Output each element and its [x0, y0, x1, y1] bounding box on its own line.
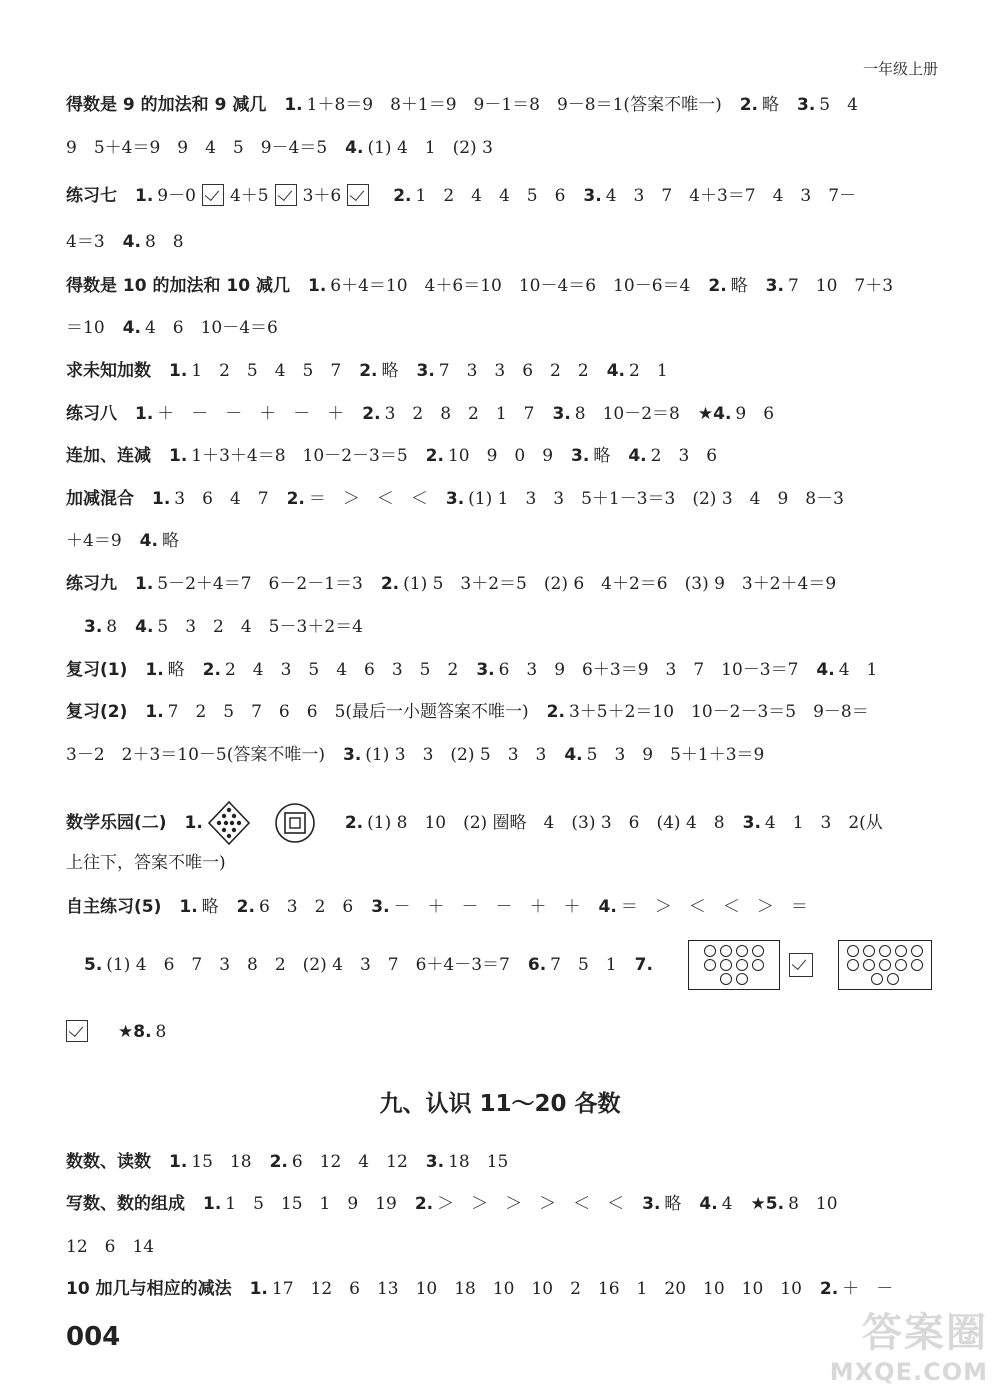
answer-line — [66, 853, 938, 873]
answer-text: 略 — [201, 897, 219, 917]
answer-text: 4 3 7 4＋3＝7 4 3 7－ — [605, 186, 857, 206]
expression: 3＋6 — [302, 186, 342, 206]
answer-line — [66, 184, 938, 206]
question-number: 4. — [606, 361, 625, 381]
question-number: 2. — [344, 813, 364, 833]
question-number: 2. — [393, 186, 412, 206]
circle-dot — [879, 959, 891, 971]
circle-dot — [736, 959, 748, 971]
checkmark-box-icon — [202, 184, 224, 206]
circle-dot — [704, 945, 716, 957]
answer-line — [66, 897, 938, 917]
answer-text: 3＋5＋2＝10 10－2－3＝5 9－8＝ — [568, 702, 869, 722]
answer-text: 8 10 — [788, 1194, 838, 1214]
answer-line — [66, 800, 938, 851]
question-number: 2. — [359, 361, 378, 381]
section-label: 求未知加数 — [66, 361, 151, 381]
answer-line — [66, 232, 938, 252]
figure-diamond-and-squares — [207, 800, 327, 851]
question-number: ★4. — [697, 404, 732, 424]
question-number: 1. — [184, 813, 203, 833]
circle-dot — [895, 945, 907, 957]
question-number: 1. — [179, 897, 198, 917]
answer-text: 略 — [161, 531, 179, 551]
page-number: 004 — [66, 1322, 121, 1352]
question-number: 1. — [135, 404, 154, 424]
answer-text: 略 — [381, 361, 399, 381]
answer-text: (1) 1 3 3 5＋1－3＝3 (2) 3 4 9 8－3 — [468, 489, 844, 509]
answer-text: (1) 5 3＋2＝5 (2) 6 4＋2＝6 (3) 9 3＋2＋4＝9 — [403, 574, 837, 594]
line-continuation: 4＝3 — [66, 232, 105, 252]
question-number: 4. — [345, 138, 364, 158]
section-label: 连加、连减 — [66, 446, 151, 466]
answer-text: ＝ ＞ ＜ ＜ ＞ ＝ — [620, 897, 808, 917]
answer-text: 9 6 — [735, 404, 775, 424]
circle-dot — [720, 945, 732, 957]
question-number: 2. — [269, 1152, 288, 1172]
section-label: 练习八 — [66, 404, 117, 424]
answer-line — [66, 95, 938, 115]
question-number: 3. — [371, 897, 390, 917]
line-continuation: 12 6 14 — [66, 1237, 155, 1257]
answer-text: 略 — [730, 276, 748, 296]
answer-line — [66, 617, 938, 637]
section-label: 自主练习(5) — [66, 897, 162, 917]
section-label: 写数、数的组成 — [66, 1194, 185, 1214]
section-label: 10 加几与相应的减法 — [66, 1279, 232, 1299]
answer-text: 略 — [664, 1194, 682, 1214]
line-continuation: 3－2 2＋3＝10－5(答案不唯一) — [66, 745, 325, 765]
question-number: 1. — [203, 1194, 222, 1214]
circle-dot — [736, 973, 748, 985]
question-number: 3. — [476, 660, 495, 680]
question-number: 1. — [145, 660, 164, 680]
answer-text: 6 3 2 6 — [258, 897, 354, 917]
question-number: 3. — [416, 361, 435, 381]
circle-dot — [863, 945, 875, 957]
question-number: 4. — [598, 897, 617, 917]
answer-text: 6 3 9 6＋3＝9 3 7 10－3＝7 — [498, 660, 799, 680]
answer-line — [66, 531, 938, 551]
answer-text: 15 18 — [191, 1152, 252, 1172]
section-label: 练习九 — [66, 574, 117, 594]
answer-text: ＝ ＞ ＜ ＜ — [308, 489, 428, 509]
answer-text: － ＋ － － ＋ ＋ — [393, 897, 581, 917]
question-number: 1. — [145, 702, 164, 722]
answer-text: 7 2 5 7 6 6 5(最后一小题答案不唯一) — [167, 702, 529, 722]
answer-text: 4 — [721, 1194, 733, 1214]
question-number: 2. — [380, 574, 400, 594]
circle-dot — [863, 959, 875, 971]
question-number: 2. — [546, 702, 565, 722]
question-number: 3. — [342, 745, 362, 765]
circle-dot — [704, 959, 716, 971]
answer-text: ＞ ＞ ＞ ＞ ＜ ＜ — [437, 1194, 625, 1214]
line-continuation: 9 5＋4＝9 9 4 5 9－4＝5 — [66, 138, 328, 158]
answer-line — [66, 138, 938, 158]
line-continuation: ＋4＝9 — [66, 531, 122, 551]
circle-dot — [736, 945, 748, 957]
answer-text: 2 4 3 5 4 6 3 5 2 — [224, 660, 459, 680]
circle-dot — [871, 973, 883, 985]
question-number: 5. — [84, 955, 103, 975]
answer-text: (1) 3 3 (2) 5 3 3 — [365, 745, 547, 765]
answer-line — [66, 574, 938, 594]
answer-text: 18 15 — [448, 1152, 509, 1172]
question-number: 2. — [819, 1279, 839, 1299]
answer-line — [66, 1279, 938, 1299]
answer-text: ＋ － — [842, 1279, 894, 1299]
answer-text: 5 3 9 5＋1＋3＝9 — [586, 745, 765, 765]
circle-dot — [895, 959, 907, 971]
answer-text: 1＋8＝9 8＋1＝9 9－1＝8 9－8＝1(答案不唯一) — [306, 95, 722, 115]
section-label: 复习(2) — [66, 702, 128, 722]
answer-line — [66, 361, 938, 381]
answer-text: 2 3 6 — [650, 446, 718, 466]
circle-dot — [911, 945, 923, 957]
watermark-url: MXQE.COM — [829, 1358, 988, 1386]
expression: 9－0 — [157, 186, 196, 206]
answer-line — [66, 745, 938, 765]
question-number: 2. — [236, 897, 255, 917]
answer-text: 8 — [106, 617, 118, 637]
answer-text: 4 1 3 2(从 — [764, 813, 883, 833]
line-continuation: 上往下，答案不唯一) — [66, 853, 226, 873]
circle-dot — [847, 945, 859, 957]
question-number: 1. — [135, 186, 154, 206]
section-label: 数数、读数 — [66, 1152, 151, 1172]
section-label: 得数是 9 的加法和 9 减几 — [66, 95, 267, 115]
question-number: 4. — [628, 446, 647, 466]
question-number: 1. — [135, 574, 154, 594]
question-number: 7. — [634, 955, 653, 975]
section-label: 练习七 — [66, 186, 117, 206]
circle-dot — [752, 945, 764, 957]
answer-text: 略 — [593, 446, 611, 466]
circle-dot — [847, 959, 859, 971]
circle-dot — [720, 973, 732, 985]
answer-text: 8 — [155, 1022, 167, 1042]
question-number: 2. — [708, 276, 727, 296]
watermark — [830, 1301, 988, 1386]
question-number: 4. — [122, 318, 141, 338]
question-number: ★8. — [118, 1022, 152, 1042]
question-number: 2. — [425, 446, 444, 466]
question-number: 3. — [797, 95, 816, 115]
question-number: 2. — [362, 404, 381, 424]
answer-text: 1 2 5 4 5 7 — [191, 361, 342, 381]
answer-text: 2 1 — [629, 361, 668, 381]
answer-text: 17 12 6 13 10 18 10 10 2 16 1 20 10 10 10 — [271, 1279, 802, 1299]
answer-text: ＋ － － ＋ － ＋ — [157, 404, 345, 424]
answer-text: 3 2 8 2 1 7 — [384, 404, 535, 424]
circle-dot — [720, 959, 732, 971]
answer-text: 3 6 4 7 — [174, 489, 269, 509]
answer-text: 6＋4＝10 4＋6＝10 10－4＝6 10－6＝4 — [330, 276, 691, 296]
answer-text: 5 4 — [819, 95, 858, 115]
answer-text: 1＋3＋4＝8 10－2－3＝5 — [191, 446, 408, 466]
answer-text: 4 1 — [838, 660, 878, 680]
answer-text: 6 12 4 12 — [291, 1152, 408, 1172]
dot-box — [838, 940, 932, 990]
answer-line — [66, 404, 938, 424]
question-number: 2. — [414, 1194, 434, 1214]
section-title: 九、认识 11～20 各数 — [379, 1091, 621, 1117]
section-label: 复习(1) — [66, 660, 128, 680]
question-number: 3. — [425, 1152, 445, 1172]
question-number: 4. — [122, 232, 141, 252]
answer-line — [66, 1194, 938, 1214]
answer-line — [66, 489, 938, 509]
question-number: 2. — [739, 95, 758, 115]
question-number: 4. — [139, 531, 158, 551]
checkmark-box-icon — [789, 953, 813, 977]
question-number: 3. — [742, 813, 761, 833]
answer-text: 8 8 — [144, 232, 184, 252]
question-number: 3. — [583, 186, 602, 206]
question-number: ★5. — [750, 1194, 785, 1214]
running-header: 一年级上册 — [862, 60, 938, 78]
question-number: 4. — [564, 745, 583, 765]
question-number: 6. — [527, 955, 547, 975]
answer-text: (1) 4 1 (2) 3 — [367, 138, 493, 158]
question-number: 1. — [308, 276, 327, 296]
line-continuation: ＝10 — [66, 318, 105, 338]
question-number: 3. — [552, 404, 571, 424]
circle-dot — [887, 973, 899, 985]
checkmark-box-icon — [347, 184, 369, 206]
answer-text: 8 10－2＝8 — [574, 404, 680, 424]
answer-line — [66, 660, 938, 680]
question-number: 1. — [284, 95, 303, 115]
question-number: 2. — [286, 489, 305, 509]
question-number: 3. — [642, 1194, 661, 1214]
question-number: 3. — [84, 617, 103, 637]
circle-dot — [752, 959, 764, 971]
answer-text: (1) 4 6 7 3 8 2 (2) 4 3 7 6＋4－3＝7 — [106, 955, 510, 975]
answer-text: 7 5 1 — [550, 955, 617, 975]
answer-text: 略 — [762, 95, 779, 115]
question-number: 1. — [169, 1152, 188, 1172]
answer-text: 1 5 15 1 9 19 — [225, 1194, 397, 1214]
section-label: 数学乐园(二) — [66, 813, 167, 833]
expression: 4＋5 — [229, 186, 269, 206]
answer-line — [66, 446, 938, 466]
answer-line — [66, 1237, 938, 1257]
question-number: 1. — [169, 446, 188, 466]
answer-line — [66, 276, 938, 296]
answer-text: 7 10 7＋3 — [787, 276, 894, 296]
answer-text: 4 6 10－4＝6 — [144, 318, 278, 338]
watermark-text: 答案圈 — [862, 1310, 988, 1356]
question-number: 2. — [202, 660, 221, 680]
circle-dot — [911, 959, 923, 971]
answer-line — [66, 318, 938, 338]
question-number: 1. — [152, 489, 171, 509]
answer-text: 5 3 2 4 5－3＋2＝4 — [157, 617, 363, 637]
section-label: 得数是 10 的加法和 10 减几 — [66, 276, 290, 296]
dot-box — [688, 940, 780, 990]
question-number: 4. — [816, 660, 835, 680]
question-number: 3. — [765, 276, 784, 296]
question-number: 3. — [571, 446, 590, 466]
answer-line — [66, 702, 938, 722]
question-number: 1. — [169, 361, 188, 381]
answer-text: 5－2＋4＝7 6－2－1＝3 — [157, 574, 363, 594]
answer-line — [66, 1020, 938, 1042]
section-label: 加减混合 — [66, 489, 134, 509]
answer-text: 7 3 3 6 2 2 — [438, 361, 589, 381]
answer-line — [66, 1152, 938, 1172]
circle-dot — [879, 945, 891, 957]
question-number: 3. — [445, 489, 465, 509]
question-number: 1. — [249, 1279, 268, 1299]
question-number: 4. — [135, 617, 154, 637]
answer-text: 1 2 4 4 5 6 — [415, 186, 566, 206]
answer-text: 10 9 0 9 — [447, 446, 554, 466]
answer-text: 略 — [167, 660, 185, 680]
checkmark-box-icon — [66, 1020, 88, 1042]
answer-text: (1) 8 10 (2) 圈略 4 (3) 3 6 (4) 4 8 — [367, 813, 725, 833]
checkmark-box-icon — [275, 184, 297, 206]
question-number: 4. — [699, 1194, 718, 1214]
